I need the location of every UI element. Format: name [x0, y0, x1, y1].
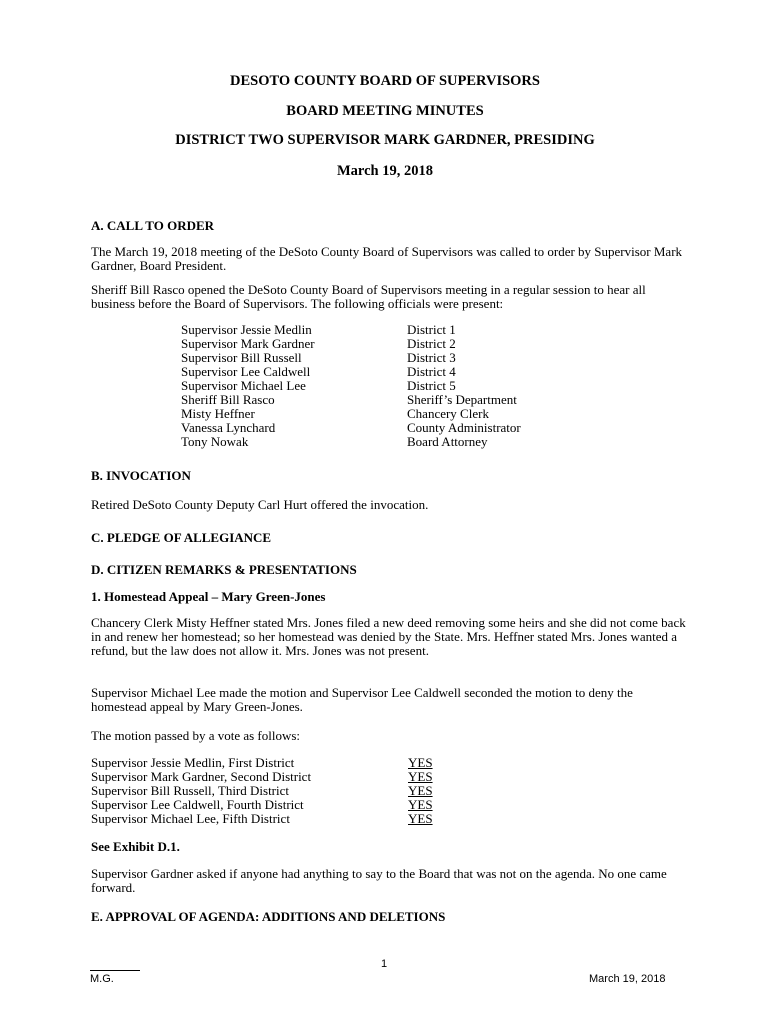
vote-row — [91, 756, 433, 770]
homestead-appeal-subheading: 1. Homestead Appeal – Mary Green-Jones — [91, 589, 326, 604]
official-row — [181, 365, 521, 379]
official-role: District 5 — [407, 378, 456, 393]
official-role: Sheriff’s Department — [407, 392, 517, 407]
footer-date: March 19, 2018 — [589, 973, 666, 985]
official-name: Sheriff Bill Rasco — [181, 392, 275, 407]
vote-row — [91, 770, 433, 784]
section-c-heading: C. PLEDGE OF ALLEGIANCE — [91, 530, 272, 545]
official-row — [181, 435, 521, 449]
official-name: Supervisor Bill Russell — [181, 350, 302, 365]
vote-value: YES — [408, 797, 433, 812]
vote-value: YES — [408, 769, 433, 784]
vote-row — [91, 784, 433, 798]
official-row — [181, 379, 521, 393]
official-name: Tony Nowak — [181, 434, 249, 449]
initials-line — [90, 970, 140, 971]
motion-paragraph: Supervisor Michael Lee made the motion and Supervisor Lee Caldwell seconded the motion to deny the homestead appeal by Mary Green-Jones. — [91, 685, 633, 714]
officials-present-list — [181, 323, 521, 449]
vote-row — [91, 798, 433, 812]
official-name: Supervisor Lee Caldwell — [181, 364, 311, 379]
official-row — [181, 337, 521, 351]
exhibit-reference: See Exhibit D.1. — [91, 839, 180, 854]
official-name: Supervisor Michael Lee — [181, 378, 306, 393]
official-row — [181, 407, 521, 421]
call-to-order-paragraph: The March 19, 2018 meeting of the DeSoto County Board of Supervisors was called to order by Supervisor Mark Gardner, Board President. — [91, 244, 683, 273]
vote-intro-paragraph: The motion passed by a vote as follows: — [91, 728, 301, 743]
vote-value: YES — [408, 811, 433, 826]
official-role: District 2 — [407, 336, 456, 351]
vote-row — [91, 812, 433, 826]
document-title: BOARD MEETING MINUTES — [286, 103, 484, 119]
voter-name: Supervisor Lee Caldwell, Fourth District — [91, 797, 304, 812]
chancery-clerk-paragraph: Chancery Clerk Misty Heffner stated Mrs. Jones filed a new deed removing some heirs and she did not come back in and renew her homestead; so her homestead was denied by the State. Mrs. Heffner stated Mrs. Jones wanted a refund, but the law does not allow it. Mrs. Jones was not present. — [91, 615, 686, 658]
official-role: District 3 — [407, 350, 456, 365]
voter-name: Supervisor Mark Gardner, Second District — [91, 769, 312, 784]
voter-name: Supervisor Bill Russell, Third District — [91, 783, 290, 798]
public-comment-paragraph: Supervisor Gardner asked if anyone had anything to say to the Board that was not on the agenda. No one came forward. — [91, 866, 667, 895]
official-role: District 4 — [407, 364, 456, 379]
invocation-paragraph: Retired DeSoto County Deputy Carl Hurt offered the invocation. — [91, 497, 429, 512]
voter-name: Supervisor Michael Lee, Fifth District — [91, 811, 290, 826]
official-name: Supervisor Jessie Medlin — [181, 322, 312, 337]
vote-value: YES — [408, 783, 433, 798]
official-row — [181, 323, 521, 337]
sheriff-opening-paragraph: Sheriff Bill Rasco opened the DeSoto County Board of Supervisors meeting in a regular session to hear all business before the Board of Supervisors. The following officials were present: — [91, 282, 646, 311]
official-row — [181, 351, 521, 365]
presiding-line: DISTRICT TWO SUPERVISOR MARK GARDNER, PRESIDING — [175, 132, 595, 148]
official-role: District 1 — [407, 322, 456, 337]
official-name: Misty Heffner — [181, 406, 255, 421]
vote-list — [91, 756, 433, 826]
official-name: Vanessa Lynchard — [181, 420, 276, 435]
section-a-heading: A. CALL TO ORDER — [91, 218, 215, 233]
voter-name: Supervisor Jessie Medlin, First District — [91, 755, 295, 770]
official-row — [181, 393, 521, 407]
official-row — [181, 421, 521, 435]
section-e-heading: E. APPROVAL OF AGENDA: ADDITIONS AND DELETIONS — [91, 909, 446, 924]
meeting-date: March 19, 2018 — [337, 163, 433, 179]
official-name: Supervisor Mark Gardner — [181, 336, 315, 351]
official-role: Board Attorney — [407, 434, 488, 449]
section-b-heading: B. INVOCATION — [91, 468, 191, 483]
board-title: DESOTO COUNTY BOARD OF SUPERVISORS — [230, 73, 540, 89]
section-d-heading: D. CITIZEN REMARKS & PRESENTATIONS — [91, 562, 357, 577]
official-role: County Administrator — [407, 420, 521, 435]
vote-value: YES — [408, 755, 433, 770]
page-number: 1 — [381, 958, 388, 970]
footer-initials: M.G. — [90, 973, 114, 985]
official-role: Chancery Clerk — [407, 406, 489, 421]
